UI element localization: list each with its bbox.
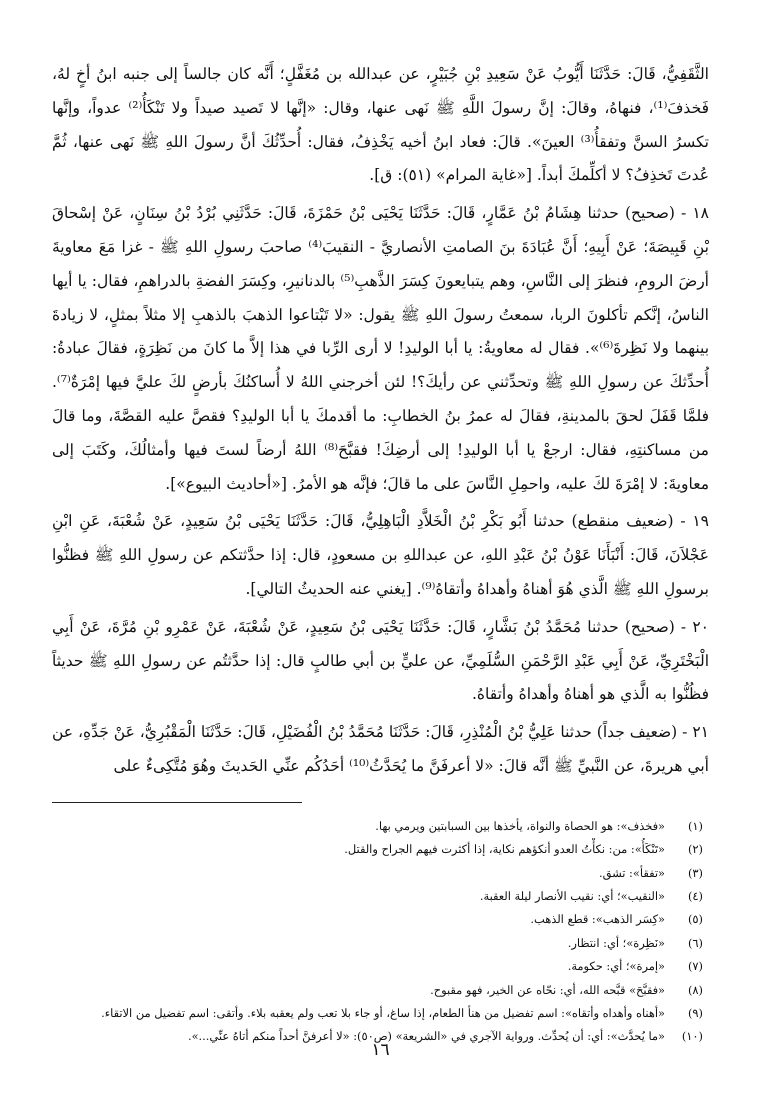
footnote-number: (٩) [687, 1005, 703, 1020]
footnote-number: (٣) [687, 865, 703, 880]
footnote-text: «تفقأ»: تشق. [598, 865, 665, 880]
hadith-18: ١٨ - (صحيح) حدثنا هِشَامُ بْنُ عَمَّارٍ، قَالَ: حَدَّثَنَا يَحْيَى بْنُ حَمْزَةَ، قَالَ: حَدَّثَنِي بُرْدُ بْنُ سِنَانٍ، عَنْ إسْحاقَ بْنِ قَبِيصَةَ؛ عَنْ أَبِيهِ؛ أَنَّ عُبَادَةَ بنَ الصامتِ الأنصاريَّ - النقيبَ⁽⁴⁾ صاحبَ رسولِ اللهِ ﷺ - غزا مَعَ معاويةَ أرضَ الرومِ، فنظرَ إلى النَّاسِ، وهم يتبايعونَ كِسَرَ الذَّهبِ⁽⁵⁾ بالدنانيرِ، وكِسَرَ الفضةِ بالدراهمِ، فقال: يا أيها الناسُ، إنَّكم تأكلونَ الربا، سمعتُ رسولَ اللهِ ﷺ يقول: «لا تَبْتاعوا الذهبَ بالذهبِ إلا مثلاً بمثلٍ، لا زيادةَ بينهما ولا نَظِرةَ⁽⁶⁾». فقال له معاويةُ: يا أبا الوليدِ! لا أرى الرِّبا في هذا إلاَّ ما كانَ من نَظِرَةٍ، فقالَ عبادةُ: أُحدِّثكَ عن رسولِ اللهِ ﷺ وتحدِّثني عن رأيكَ؟! لئن أخرجني اللهُ لا أُساكنُكَ بأرضٍ لكَ عليَّ فيها إمْرَةٌ⁽⁷⁾. فلمَّا قَفَلَ لحقَ بالمدينةِ، فقالَ له عمرُ بنُ الخطابِ: ما أقدمكَ يا أبا الوليدِ؟ فقصَّ عليه القصَّةَ، وما قالَ من مساكنتِهِ، فقال: ارجعْ يا أبا الوليدِ! إلى أرضِكَ! فقبَّحَ⁽⁸⁾ اللهُ أرضاً لستَ فيها وأمثالُكَ، وكَتَبَ إلى معاويةَ: لا إمْرَةَ لكَ عليه، واحمِلِ النَّاسَ على ما قالَ؛ فإنَّه هو الأمرُ. [«أحاديث البيوع»]. [52, 204, 710, 493]
hadith-20: ٢٠ - (صحيح) حدثنا مُحَمَّدُ بْنُ بَشَّارٍ، قَالَ: حَدَّثَنَا يَحْيَى بْنُ سَعِيدٍ، عَنْ شُعْبَةَ، عَنْ عَمْرِو بْنِ مُرَّةَ، عَنْ أَبِي الْبَخْتَرِيِّ، عَنْ أَبِي عَبْدِ الرَّحْمَنِ السُّلَمِيِّ، عن عليٍّ بن أبي طالبٍ قال: إذا حدَّثتُم عن رسولِ اللهِ ﷺ حديثاً فظُنُّوا به الَّذي هو أهناهُ وأهداهُ وأتقاهُ. [52, 617, 709, 704]
hadith-text [52, 58, 709, 784]
footnote-text: «النقيب»؛ أي: نقيب الأنصار ليلة العقبة. [479, 888, 665, 903]
footnote [52, 979, 709, 1002]
footnote-text: «إمرة»؛ أي: حكومة. [567, 959, 665, 974]
footnote-text: «فقبَّحَ» قبَّحه الله، أي: نحّاه عن الخير، فهو مقبوح. [430, 982, 665, 997]
footnote [52, 862, 709, 885]
footnote-number: (١) [687, 818, 703, 833]
footnote-number: (٥) [687, 912, 703, 927]
footnote [52, 885, 709, 908]
footnote-text: «أهناه وأهداه وأتقاه»: اسم تفضيل من هنأ الطعام، إذا ساغ، أو جاء بلا تعب ولم يعقبه بلاء. وأتقى: اسم تفضيل من الاتقاء. [101, 1005, 665, 1020]
footnote-number: (٢) [687, 842, 703, 857]
footnote [52, 1002, 709, 1025]
footnote-number: (٤) [687, 888, 703, 903]
footnote-number: (١٠) [681, 1029, 703, 1044]
footnote-text: «كِسَر الذهب»: قطع الذهب. [530, 912, 665, 927]
paragraph-thaqafi: الثَّقَفِيُّ، قَالَ: حَدَّثَنَا أَيُّوبُ عَنْ سَعِيدِ بْنِ جُبَيْرٍ، عن عبدالله بن مُغَفَّلٍ؛ أَنَّه كان جالساً إلى جنبه ابنُ أخٍ لهُ، فَخذفَ⁽¹⁾، فنهاهُ، وقالَ: إنَّ رسولَ اللَّهِ ﷺ نَهى عنها، وقال: «إنَّها لا تَصيد صيداً ولا تَنْكَأُ⁽²⁾ عدواً، وإنَّها تكسرُ السنَّ وتفقأُ⁽³⁾ العينَ». قالَ: فعاد ابنُ أخيه يَخْذِفُ، فقال: أُحدِّثُكَ أنَّ رسولَ اللهِ ﷺ نَهى عنها، ثُمَّ عُدتَ تَخذِفُ؟ لا أكلِّمكَ أبداً. [«غاية المرام» (٥١): ق]. [52, 65, 709, 185]
footnote [52, 908, 709, 931]
page-number: ١٦ [371, 1040, 390, 1060]
hadith-21: ٢١ - (ضعيف جداً) حدثنا عَلِيُّ بْنُ الْمُنْذِرِ، قَالَ: حَدَّثَنَا مُحَمَّدُ بْنُ الْفُضَيْلِ، قَالَ: حَدَّثَنَا الْمَقْبُرِيُّ، عَنْ جَدِّهِ، عن أبي هريرةَ، عن النَّبيِّ ﷺ أنَّه قالَ: «لا أعرفَنَّ ما يُحَدَّثُ⁽¹⁰⁾ أحَدُكُم عنِّي الحَديثَ وهُوَ مُتَّكِىءٌ على [52, 723, 709, 775]
footnote-text: «فخذف»: هو الحصاة والنواة، يأخذها بين السبابتين ويرمي بها. [375, 818, 665, 833]
footnote [52, 955, 709, 978]
footnote-number: (٦) [687, 935, 703, 950]
footnote-number: (٨) [687, 982, 703, 997]
footnote-text: «نَظِرة»؛ أي: انتظار. [567, 935, 665, 950]
footnote [52, 815, 709, 838]
footnote-number: (٧) [687, 959, 703, 974]
footnote-divider [52, 802, 302, 803]
footnotes [52, 815, 709, 1049]
footnote-text: «ما يُحدَّث»: أي: أن يُحدِّث. ورواية الآجري في «الشريعة» (ص٥٠): «لا أعرفنَّ أحداً منكم أتاهُ عنِّي...». [187, 1029, 665, 1044]
hadith-19: ١٩ - (ضعيف منقطع) حدثنا أَبُو بَكْرِ بْنُ الْخَلاَّدِ الْبَاهِلِيُّ، قَالَ: حَدَّثَنَا يَحْيَى بْنُ سَعِيدٍ، عَنْ شُعْبَةَ، عَنِ ابْنِ عَجْلاَنَ، قَالَ: أَنْبَأَنَا عَوْنُ بْنُ عَبْدِ اللهِ، عن عبداللهِ بن مسعودٍ، قال: إذا حدَّثتكم عن رسولِ اللهِ ﷺ فظنُّوا برسولِ اللهِ ﷺ الَّذي هُوَ أهناهُ وأهداهُ وأتقاهُ⁽⁹⁾. [يغني عنه الحديثُ التالي]. [52, 512, 709, 598]
footnote-text: «تَنْكَأُ»: من: نكأْتُ العدو أنكؤهم نكاية، إذا أكثرت فيهم الجراح والقتل. [344, 842, 665, 857]
footnote [52, 932, 709, 955]
footnote [52, 838, 709, 861]
